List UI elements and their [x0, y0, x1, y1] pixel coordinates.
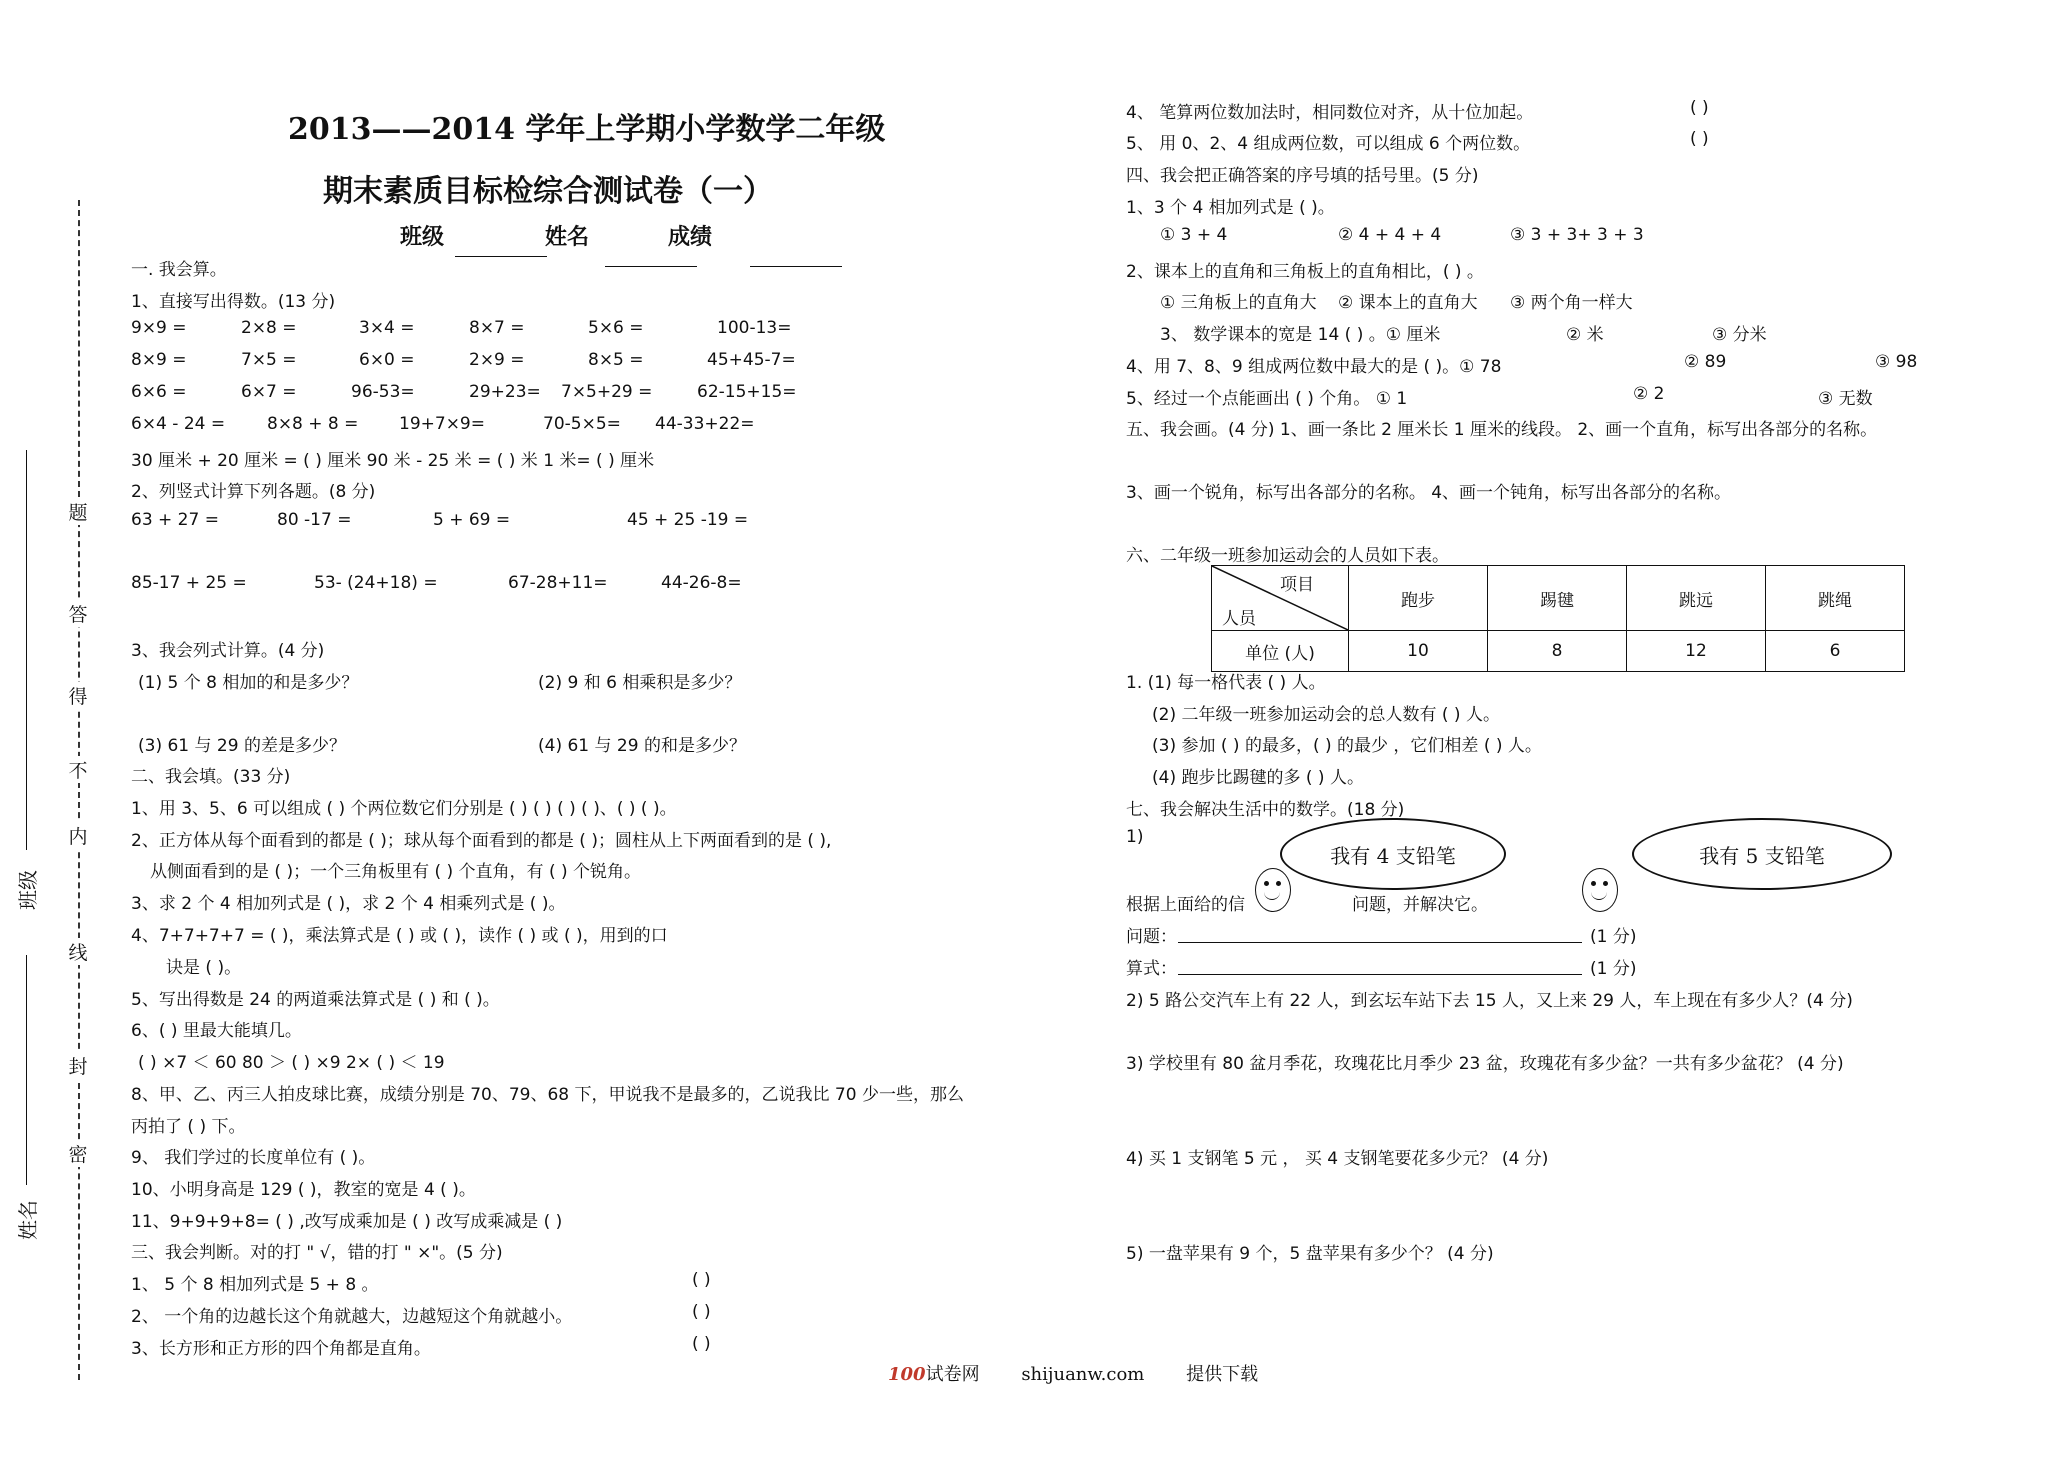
site-url[interactable]: shijuanw.com — [1021, 1364, 1145, 1385]
site-name: 试卷网 — [925, 1364, 980, 1385]
fill-item: 5、写出得数是 24 的两道乘法算式是 ( ) 和 ( )。 — [131, 990, 500, 1010]
fill-item: 11、9+9+9+8= ( ) ,改写成乘加是 ( ) 改写成乘减是 ( ) — [131, 1212, 563, 1232]
table-question: 1. (1) 每一格代表 ( ) 人。 — [1126, 673, 1326, 693]
formula-field[interactable] — [1178, 974, 1582, 975]
score-label: 成绩 — [668, 225, 713, 250]
section-5-heading: 五、我会画。(4 分) 1、画一条比 2 厘米长 1 厘米的线段。 2、画一个直角，标写出各部分的名称。 — [1126, 420, 1878, 440]
score-field[interactable] — [750, 266, 842, 267]
judge-item: 1、 5 个 8 相加列式是 5 + 8 。 — [131, 1275, 379, 1295]
table-row-label: 单位 (人) — [1212, 631, 1349, 672]
judge-item: 4、 笔算两位数加法时，相同数位对齐，从十位加起。 — [1126, 103, 1534, 123]
calc-item: 44-33+22= — [655, 414, 755, 434]
table-cell: 10 — [1349, 631, 1488, 672]
judge-answer-box[interactable]: ( ) — [692, 1302, 711, 1322]
binding-char: 答 — [60, 600, 96, 627]
section-4-heading: 四、我会把正确答案的序号填的括号里。(5 分) — [1126, 166, 1479, 186]
calc-item: 45 + 25 -19 = — [627, 510, 749, 530]
table-header: 跑步 — [1349, 566, 1488, 631]
judge-answer-box[interactable]: ( ) — [692, 1270, 711, 1290]
fill-item: 2、正方体从每个面看到的都是 ( )；球从每个面看到的都是 ( )；圆柱从上下两面看到的是 ( ), — [131, 831, 832, 851]
table-question: (2) 二年级一班参加运动会的总人数有 ( ) 人。 — [1152, 705, 1500, 725]
site-logo: 100 — [888, 1364, 926, 1385]
binding-char: 不 — [60, 756, 96, 783]
smiley-face-icon — [1255, 868, 1291, 912]
section-1-heading: 一. 我会算。 — [131, 260, 227, 280]
binding-char: 内 — [60, 822, 96, 849]
choice-item: 5、经过一个点能画出 ( ) 个角。 ① 1 — [1126, 389, 1408, 409]
fill-item: 8、甲、乙、丙三人拍皮球比赛，成绩分别是 70、79、68 下，甲说我不是最多的，乙说我比 70 少一些，那么 — [131, 1085, 964, 1105]
calc-item: 96-53= — [351, 382, 415, 402]
section-2-heading: 二、我会填。(33 分) — [131, 767, 291, 787]
question-field[interactable] — [1178, 942, 1582, 943]
calc-item: 7×5+29 = — [561, 382, 653, 402]
calc-item: 9×9 = — [131, 318, 187, 338]
calc-item: 6×0 = — [359, 350, 415, 370]
calc-item: 19+7×9= — [399, 414, 485, 434]
points-label: (1 分) — [1590, 959, 1637, 979]
q1-2-heading: 2、列竖式计算下列各题。(8 分) — [131, 482, 376, 502]
table-cell: 12 — [1627, 631, 1766, 672]
calc-item: 29+23= — [469, 382, 541, 402]
choice-option: ① 3 + 4 — [1160, 225, 1228, 245]
word-problem: 2) 5 路公交汽车上有 22 人，到玄坛车站下去 15 人，又上来 29 人，车上现在有多少人？(4 分) — [1126, 991, 1853, 1011]
fill-item: 从侧面看到的是 ( )；一个三角板里有 ( ) 个直角，有 ( ) 个锐角。 — [150, 862, 642, 882]
name-label: 姓名 — [545, 225, 590, 250]
calc-item: 8×7 = — [469, 318, 525, 338]
class-label: 班级 — [400, 225, 445, 250]
binding-char: 封 — [60, 1052, 96, 1079]
points-label: (1 分) — [1590, 927, 1637, 947]
choice-option: ③ 3 + 3+ 3 + 3 — [1510, 225, 1644, 245]
judge-answer-box[interactable]: ( ) — [1690, 129, 1709, 149]
class-field[interactable] — [455, 256, 547, 257]
corner-top-label: 项目 — [1280, 575, 1314, 595]
calc-item: 8×9 = — [131, 350, 187, 370]
calc-item: 80 -17 = — [277, 510, 352, 530]
choice-option: ② 米 — [1566, 325, 1604, 345]
binding-name-label: 姓名 — [16, 1200, 40, 1240]
q1-3-item: (1) 5 个 8 相加的和是多少？ — [138, 673, 359, 693]
problem-number: 1) — [1126, 827, 1144, 847]
download-note: 提供下载 — [1186, 1364, 1259, 1385]
fill-item: 丙拍了 ( ) 下。 — [131, 1117, 246, 1137]
word-problem: 3) 学校里有 80 盆月季花，玫瑰花比月季少 23 盆，玫瑰花有多少盆？一共有多少盆花？ (4 分) — [1126, 1054, 1844, 1074]
choice-option: ③ 98 — [1875, 352, 1918, 372]
info-line: 根据上面给的信 — [1126, 895, 1245, 915]
table-header: 跳绳 — [1766, 566, 1905, 631]
q1-3-item: (3) 61 与 29 的差是多少？ — [138, 736, 346, 756]
calc-item: 6×7 = — [241, 382, 297, 402]
binding-char: 得 — [60, 682, 96, 709]
table-cell: 8 — [1488, 631, 1627, 672]
calc-item: 85-17 + 25 = — [131, 573, 247, 593]
section-3-heading: 三、我会判断。对的打 " √，错的打 " ×"。(5 分) — [131, 1243, 503, 1263]
table-cell: 6 — [1766, 631, 1905, 672]
fill-item: ( ) ×7 ＜ 60 80 ＞ ( ) ×9 2× ( ) ＜ 19 — [138, 1053, 445, 1073]
calc-item: 5 + 69 = — [433, 510, 511, 530]
calc-item: 62-15+15= — [697, 382, 797, 402]
binding-class-field[interactable] — [26, 450, 27, 850]
q1-3-heading: 3、我会列式计算。(4 分) — [131, 641, 325, 661]
draw-item: 3、画一个锐角，标写出各部分的名称。 4、画一个钝角，标写出各部分的名称。 — [1126, 483, 1732, 503]
calc-item: 7×5 = — [241, 350, 297, 370]
calc-item: 6×4 - 24 = — [131, 414, 226, 434]
choice-option: ② 4 + 4 + 4 — [1338, 225, 1442, 245]
calc-item: 100-13= — [717, 318, 792, 338]
choice-option: ③ 无数 — [1818, 389, 1873, 409]
calc-item: 67-28+11= — [508, 573, 608, 593]
calc-item: 8×8 + 8 = — [267, 414, 359, 434]
fill-item: 1、用 3、5、6 可以组成 ( ) 个两位数它们分别是 ( ) ( ) ( ) ( )、( ) ( )。 — [131, 799, 677, 819]
binding-char: 密 — [60, 1140, 96, 1167]
table-header: 跳远 — [1627, 566, 1766, 631]
section-6-heading: 六、二年级一班参加运动会的人员如下表。 — [1126, 546, 1449, 566]
calc-item: 5×6 = — [588, 318, 644, 338]
binding-char: 题 — [60, 498, 96, 525]
calc-item: 2×9 = — [469, 350, 525, 370]
calc-item: 6×6 = — [131, 382, 187, 402]
choice-option: ③ 两个角一样大 — [1510, 293, 1633, 313]
speech-bubble: 我有 5 支铅笔 — [1632, 818, 1892, 890]
fill-item: 3、求 2 个 4 相加列式是 ( )，求 2 个 4 相乘列式是 ( )。 — [131, 894, 566, 914]
fill-item: 4、7+7+7+7 = ( )，乘法算式是 ( ) 或 ( )，读作 ( ) 或 ( )，用到的口 — [131, 926, 668, 946]
binding-char: 线 — [60, 938, 96, 965]
choice-option: ③ 分米 — [1712, 325, 1767, 345]
judge-item: 3、长方形和正方形的四个角都是直角。 — [131, 1339, 431, 1359]
q1-1-heading: 1、直接写出得数。(13 分) — [131, 292, 336, 312]
fill-item: 9、 我们学过的长度单位有 ( )。 — [131, 1148, 376, 1168]
q1-3-item: (4) 61 与 29 的和是多少？ — [538, 736, 746, 756]
table-header: 踢毽 — [1488, 566, 1627, 631]
judge-item: 2、 一个角的边越长这个角就越大，边越短这个角就越小。 — [131, 1307, 573, 1327]
choice-option: ② 2 — [1633, 384, 1665, 404]
choice-option: ① 三角板上的直角大 — [1160, 293, 1317, 313]
calc-item: 2×8 = — [241, 318, 297, 338]
judge-item: 5、 用 0、2、4 组成两位数，可以组成 6 个两位数。 — [1126, 134, 1531, 154]
info-line-tail: 问题，并解决它。 — [1352, 895, 1488, 915]
unit-conversion-line: 30 厘米 + 20 厘米 = ( ) 厘米 90 米 - 25 米 = ( ) 米 1 米= ( ) 厘米 — [131, 451, 655, 471]
calc-item: 70-5×5= — [543, 414, 621, 434]
fill-item: 10、小明身高是 129 ( )，教室的宽是 4 ( )。 — [131, 1180, 476, 1200]
calc-item: 8×5 = — [588, 350, 644, 370]
calc-item: 63 + 27 = — [131, 510, 219, 530]
footer — [888, 1360, 1258, 1386]
binding-name-field[interactable] — [26, 955, 27, 1185]
sports-table — [1211, 565, 1905, 672]
calc-item: 3×4 = — [359, 318, 415, 338]
name-field[interactable] — [605, 266, 697, 267]
table-corner-cell — [1212, 566, 1349, 631]
table-question: (4) 跑步比踢毽的多 ( ) 人。 — [1152, 768, 1364, 788]
choice-item: 2、课本上的直角和三角板上的直角相比，( ) 。 — [1126, 262, 1484, 282]
fill-item: 6、( ) 里最大能填几。 — [131, 1021, 302, 1041]
choice-item: 4、用 7、8、9 组成两位数中最大的是 ( )。① 78 — [1126, 357, 1502, 377]
calc-item: 44-26-8= — [661, 573, 742, 593]
judge-answer-box[interactable]: ( ) — [692, 1334, 711, 1354]
formula-label: 算式： — [1126, 959, 1177, 979]
fill-item: 诀是 ( )。 — [166, 958, 242, 978]
choice-item: 1、3 个 4 相加列式是 ( )。 — [1126, 198, 1335, 218]
section-7-heading: 七、我会解决生活中的数学。(18 分) — [1126, 800, 1405, 820]
choice-option: ② 课本上的直角大 — [1338, 293, 1478, 313]
q1-3-item: (2) 9 和 6 相乘积是多少？ — [538, 673, 742, 693]
table-question: (3) 参加 ( ) 的最多，( ) 的最少 ，它们相差 ( ) 人。 — [1152, 736, 1542, 756]
calc-item: 45+45-7= — [707, 350, 796, 370]
page-title: 2013——2014 学年上学期小学数学二年级 — [288, 112, 886, 147]
word-problem: 5) 一盘苹果有 9 个，5 盘苹果有多少个？ (4 分) — [1126, 1244, 1494, 1264]
page-subtitle: 期末素质目标检综合测试卷（一） — [323, 174, 773, 209]
question-label: 问题： — [1126, 927, 1177, 947]
corner-bottom-label: 人员 — [1222, 609, 1256, 629]
binding-line — [78, 200, 80, 1380]
judge-answer-box[interactable]: ( ) — [1690, 98, 1709, 118]
smiley-face-icon — [1582, 868, 1618, 912]
speech-bubble: 我有 4 支铅笔 — [1280, 818, 1506, 890]
word-problem: 4) 买 1 支钢笔 5 元 ， 买 4 支钢笔要花多少元？ (4 分) — [1126, 1149, 1549, 1169]
binding-class-label: 班级 — [16, 870, 40, 910]
choice-option: ② 89 — [1684, 352, 1727, 372]
choice-item: 3、 数学课本的宽是 14 ( ) 。① 厘米 — [1160, 325, 1441, 345]
calc-item: 53- (24+18) = — [314, 573, 438, 593]
